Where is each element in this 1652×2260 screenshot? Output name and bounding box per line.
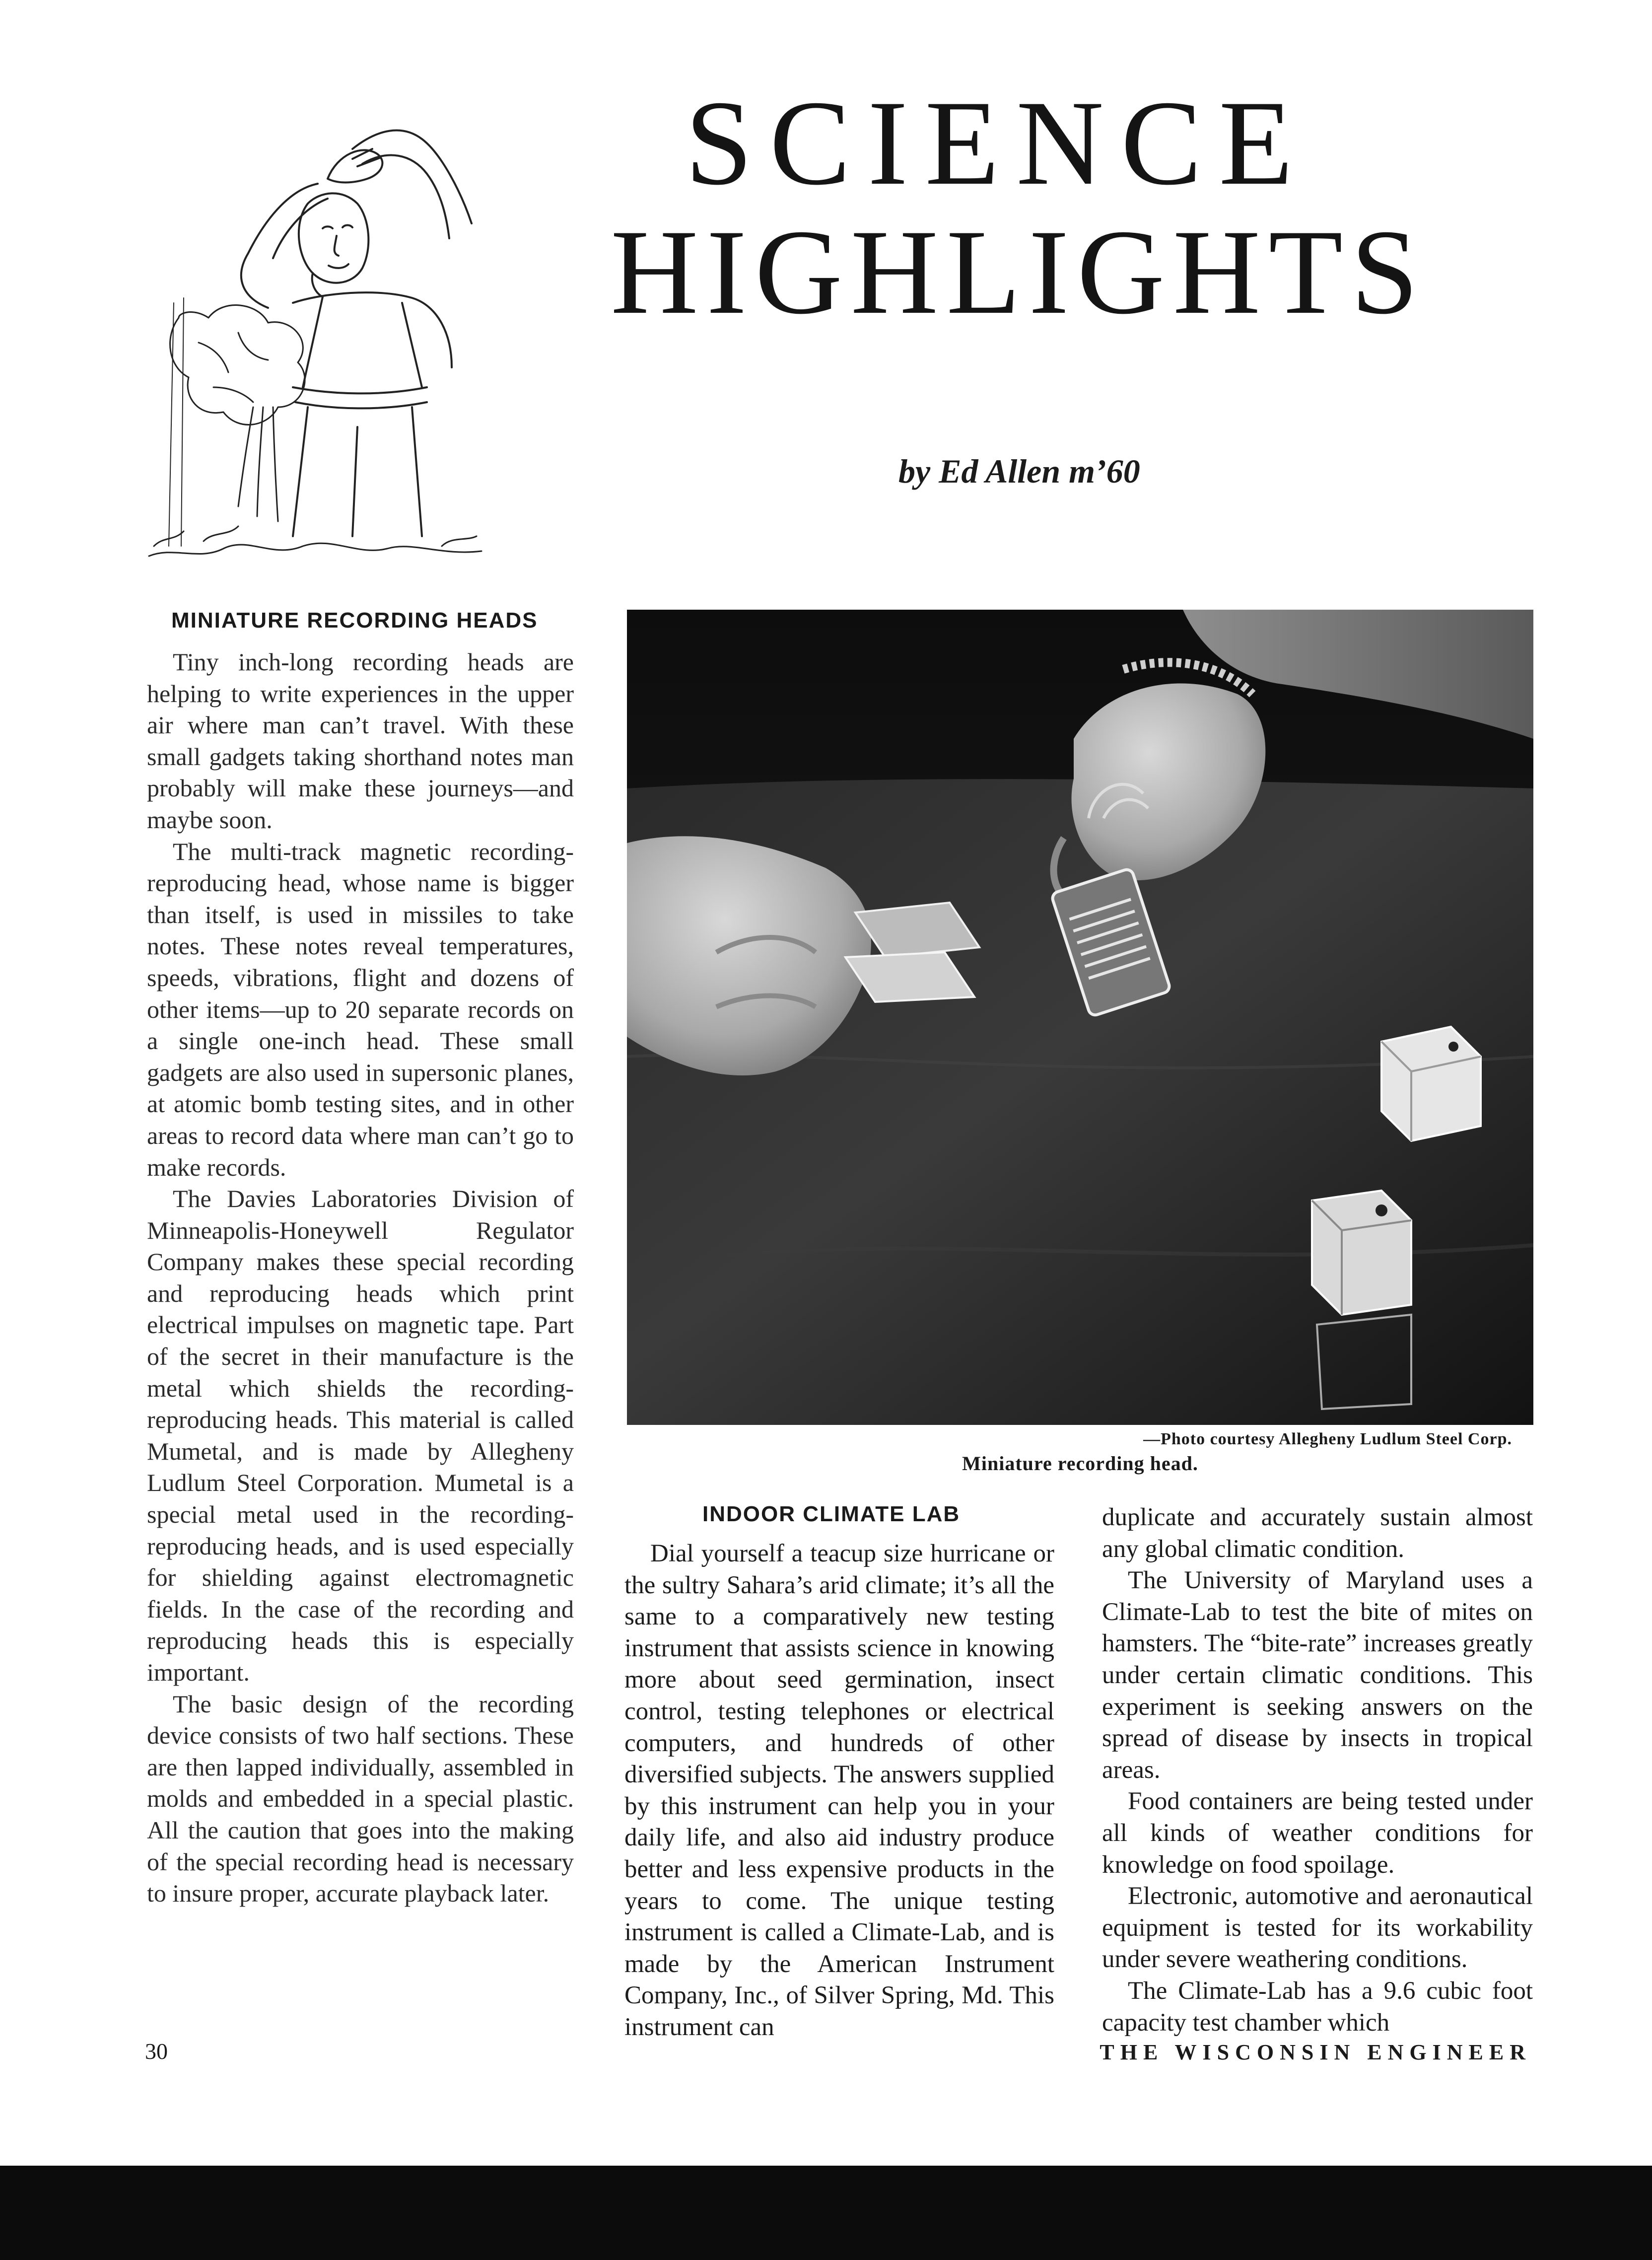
photo-credit: —Photo courtesy Allegheny Ludlum Steel Corp. (1143, 1430, 1512, 1448)
byline: by Ed Allen m’60 (898, 452, 1140, 490)
page-number: 30 (145, 2039, 168, 2064)
section-heading-recording-heads: MINIATURE RECORDING HEADS (171, 608, 538, 633)
article-column-right (1102, 1502, 1533, 2039)
page-title-line-1: SCIENCE (685, 75, 1310, 210)
miniature-recording-head-photo (627, 610, 1533, 1425)
paragraph: The Climate-Lab has a 9.6 cubic foot capacity test chamber which (1102, 1977, 1533, 2037)
paragraph: The multi-track magnetic recording-reproducing head, whose name is bigger than itself, is used in missiles to take notes. These notes reveal temperatures, speeds, vibrations, flight and dozens of other items—up to 20 separate records on a single one-inch head. These small gadgets are also used in supersonic planes, at atomic bomb testing sites, and in other areas to record data where man can’t go to make records. (147, 837, 574, 1181)
page-title-line-2: HIGHLIGHTS (611, 205, 1427, 339)
paragraph: Food containers are being tested under all kinds of weather conditions for knowledge on food spoilage. (1102, 1787, 1533, 1879)
scan-bottom-border (0, 2166, 1652, 2260)
article-column-middle (624, 1538, 1054, 2044)
paragraph: Electronic, automotive and aeronautical equipment is tested for its workability under severe weathering conditions. (1102, 1882, 1533, 1974)
paragraph: Tiny inch-long recording heads are helping to write experiences in the upper air where man can’t travel. With these small gadgets taking shorthand notes man probably will make these journeys—and maybe soon. (147, 648, 574, 834)
paragraph: The University of Maryland uses a Climate-Lab to test the bite of mites on hamsters. The “bite-rate” increases greatly under certain climatic conditions. This experiment is seeking answers on the spread of disease by insects in tropical areas. (1102, 1566, 1533, 1784)
publication-title: THE WISCONSIN ENGINEER (1100, 2040, 1531, 2064)
article-column-left (147, 646, 574, 1909)
section-heading-climate-lab: INDOOR CLIMATE LAB (702, 1502, 961, 1526)
photo-caption: Miniature recording head. (962, 1452, 1198, 1475)
cartoon-illustration (144, 109, 521, 571)
paragraph: Dial yourself a teacup size hurricane or the sultry Sahara’s arid climate; it’s all the same to a comparatively new testing instrument that assists science in knowing more about seed germination, insect control, testing telephones or electrical computers, and hundreds of other diversified subjects. The answers supplied by this instrument can help you in your daily life, and also aid industry produce better and less expensive products in the years to come. The unique testing instrument is called a Climate-Lab, and is made by the American Instrument Company, Inc., of Silver Spring, Md. This instrument can (624, 1540, 1054, 2041)
paragraph: The basic design of the recording device consists of two half sections. These are then lapped individually, assembled in molds and embedded in a special plastic. All the caution that goes into the making of the special recording head is necessary to insure proper, accurate playback later. (147, 1690, 574, 1907)
paragraph-continuation: duplicate and accurately sustain almost any global climatic condition. (1102, 1503, 1533, 1563)
paragraph: The Davies Laboratories Division of Minneapolis-Honeywell Regulator Company makes these special recording and reproducing heads which print electrical impulses on magnetic tape. Part of the secret in their manufacture is the metal which shields the recording-reproducing heads. This material is called Mumetal, and is made by Allegheny Ludlum Steel Corporation. Mumetal is a special metal used in the recording-reproducing heads, and is used especially for shielding against electromagnetic fields. In the case of the recording and reproducing heads this is especially important. (147, 1185, 574, 1686)
